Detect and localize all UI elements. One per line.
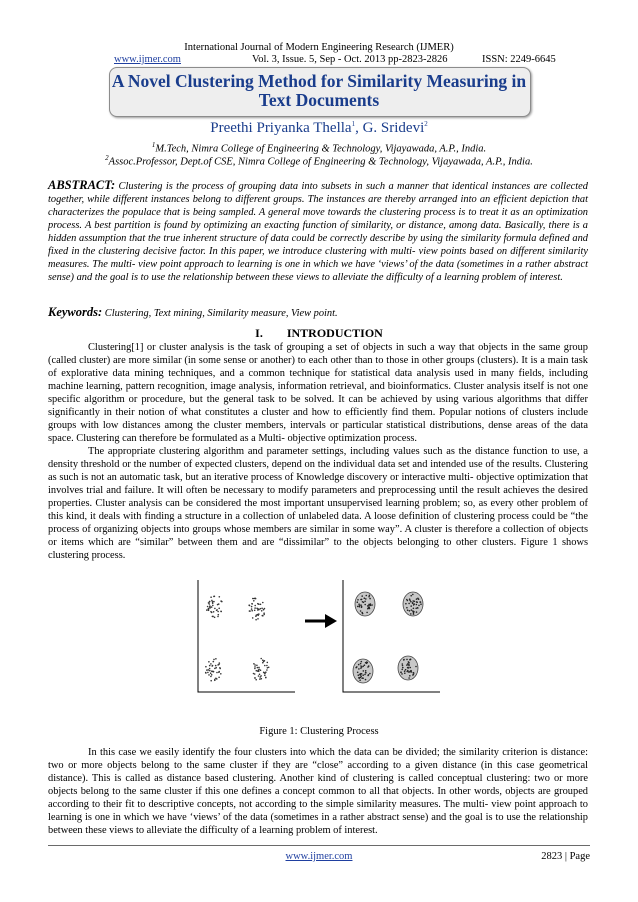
clustering-figure: [195, 577, 445, 695]
footer-page-number: 2823 | Page: [541, 851, 590, 862]
left-panel-axes: [198, 580, 295, 692]
header-volume: Vol. 3, Issue. 5, Sep - Oct. 2013 pp-2823-2826: [252, 54, 448, 65]
footer-divider: [48, 845, 590, 846]
affiliation-1-text: M.Tech, Nimra College of Engineering & Technology, Vijayawada, A.P., India.: [155, 143, 487, 155]
header-issn: ISSN: 2249-6645: [482, 54, 556, 65]
section-heading-text: I. INTRODUCTION: [255, 326, 383, 340]
final-paragraph-text: In this case we easily identify the four clusters into which the data can be divided; the similarity criterion is distance: two or more objects belong to the same cluster if they are “close” according to a given distance (in this case geometrical distance). This is called as distance based clustering. Another kind of clustering is called conceptual clustering: two or more objects belong to the same cluster if this one defines a concept common to all that objects. In other words, objects are grouped according to their fit to descriptive concepts, not according to the simple similarity measures. The multi- view point approach to learning is one in which we have ‘views’ of the data (sometimes in a rather abstract sense) and the goal is to use the relationship between these views to alleviate the difficulty of a learning problem of interest.: [48, 747, 588, 836]
section-heading: [0, 326, 638, 341]
affiliation-1: [0, 141, 638, 155]
affiliation-2-text: Assoc.Professor, Dept.of CSE, Nimra College of Engineering & Technology, Vijayawada, A.P., India.: [108, 156, 533, 168]
arrow-icon: [305, 614, 337, 628]
keywords-text: Clustering, Text mining, Similarity measure, View point.: [102, 308, 338, 319]
intro-paragraph-1: Clustering[1] or cluster analysis is the task of grouping a set of objects in such a way that objects in the same group (called cluster) are more similar (in some sense or another) to each other than to those in other groups (clusters). It is a main task of explorative data mining techniques, and a common technique for statistical data analysis used in many fields, including machine learning, pattern recognition, image analysis, information retrieval, and bioinformatics. Cluster analysis itself is not one specific algorithm or procedure, but the general task to be solved. It can be achieved by using various algorithms that differ significantly in their notion of what constitutes a cluster and how to efficiently find them. Popular notions of clusters include groups with low distances among the cluster members, intervals or particular statistical distributions, dense areas of the data space. Clustering can therefore be formulated as a Multi- objective optimization process.: [48, 342, 588, 444]
author-separator: ,: [355, 120, 363, 136]
affiliation-2-sup: 2: [105, 154, 109, 162]
introduction-body: [48, 341, 588, 562]
authors: [0, 120, 638, 137]
author-1-sup: 1: [351, 120, 356, 128]
affiliation-1-sup: 1: [151, 141, 156, 149]
journal-name: International Journal of Modern Engineering Research (IJMER): [184, 42, 454, 53]
header-url-link[interactable]: www.ijmer.com: [114, 54, 181, 65]
affiliation-2: [0, 154, 638, 168]
paper-title: [109, 72, 529, 110]
left-scatter-points: [205, 596, 270, 682]
author-2-sup: 2: [424, 120, 428, 128]
intro-paragraph-2: The appropriate clustering algorithm and parameter settings, including values such as the distance function to use, a density threshold or the number of expected clusters, depend on the individual data set and intended use of the results. Clustering as such is not an automatic task, but an iterative process of Knowledge discovery or interactive multi- objective optimization that involves trial and failure. It will often be necessary to modify parameters and preprocessing until the result achieves the desired properties. Cluster analysis can be considered the most important unsupervised learning problem; so, as every other problem of this kind, it deals with finding a structure in a collection of unlabeled data. A loose definition of clustering process could be “the process of organizing objects into groups whose members are similar in some way”. A cluster is therefore a collection of objects or items which are “similar” between them and are “dissimilar” to the objects belonging to other clusters. Figure 1 shows clustering process.: [48, 446, 588, 561]
keywords: [48, 306, 588, 320]
figure-caption: Figure 1: Clustering Process: [259, 726, 379, 737]
abstract-text: Clustering is the process of grouping data into subsets in such a manner that identical instances are collected together, while different instances belong to different groups. The instances are thereby arranged into an efficient depiction that characterizes the populace that is being sampled. A general move towards the clustering process is to treat it as an optimization process. A best partition is found by optimizing an exacting function of similarity, or distance, among data. Basically, there is a hidden assumption that the true inherent structure of data could be correctly describe by using the similarity formula defined and fixed in the clustering decisive factor. In this paper, we introduce clustering with multi- view points based on different similarity measures. The multi- view point approach to learning is one in which we have ‘views’ of the data (sometimes in a rather abstract sense) and the goal is to use the relationship between these views to alleviate the difficulty of a learning problem of interest.: [48, 181, 588, 283]
title-line-2: Text Documents: [258, 90, 380, 110]
final-paragraph: [48, 746, 588, 837]
abstract: [48, 179, 588, 284]
title-line-1: A Novel Clustering Method for Similarity Measuring in: [111, 71, 527, 91]
footer-url-link[interactable]: www.ijmer.com: [285, 851, 353, 862]
author-1: Preethi Priyanka Thella: [210, 120, 352, 136]
keywords-label: Keywords:: [48, 305, 103, 319]
author-2: G. Sridevi: [362, 120, 425, 136]
abstract-label: ABSTRACT:: [48, 178, 116, 192]
right-cluster-blobs: [353, 592, 423, 683]
